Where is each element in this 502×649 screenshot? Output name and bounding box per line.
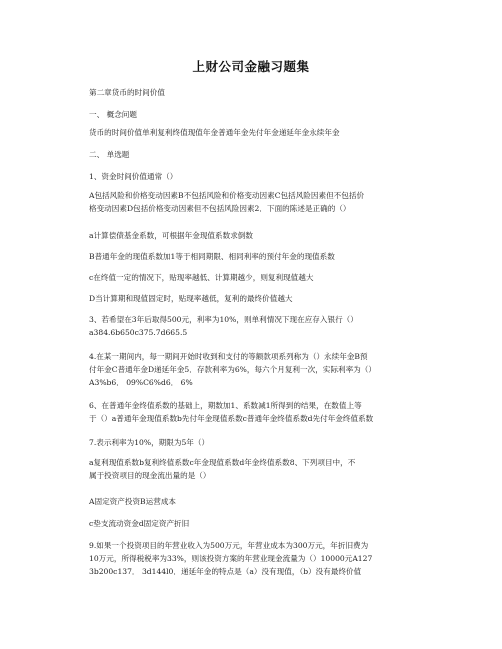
question-7-options	[89, 456, 417, 482]
question-8-options-ab: A固定资产投资B运营成本	[89, 497, 177, 506]
question-6	[89, 399, 417, 425]
question-2-option-c: c在终值一定的情况下，贴现率越低、计算期越少，则复利现值越大	[89, 273, 314, 282]
question-9-line-1: 9.如果一个投资项目的年营业收入为500万元，年营业成本为300万元，年折旧费为	[89, 541, 369, 550]
question-9-line-3: 3b200c137． 3d144l0．递延年金的特点是（a）没有现值，（b）没有最终价值	[89, 567, 362, 576]
question-1-options	[89, 189, 417, 215]
concept-list: 货币的时间价值单利复利终值现值年金普通年金先付年金递延年金永续年金	[89, 128, 340, 137]
question-2-option-d: D当计算期和现值固定时，贴现率越低，复利的最终价值越大	[89, 294, 293, 303]
question-1: 1、资金时间价值通常（）	[89, 172, 178, 181]
chapter-heading: 第二章货币的时间价值	[89, 88, 165, 97]
question-1-options-line-1: A包括风险和价格变动因素B不包括风险和价格变动因素C包括风险因素但不包括价	[89, 191, 365, 200]
question-2-option-a: a计算偿债基金系数，可根据年金现值系数求倒数	[89, 231, 253, 240]
section-heading-concepts: 一、 概念问题	[89, 110, 137, 119]
question-3	[89, 313, 417, 339]
question-4-line-1: 4.在某一期间内，每一期间开始时收到和支付的等额款项系列称为（）永续年金B预	[89, 352, 368, 361]
question-7-options-line-2: 属于投资项目的现金流出量的是（）	[89, 471, 211, 480]
question-7: 7.表示利率为10%，期限为5年（）	[89, 438, 210, 447]
section-heading-single-choice: 二、 单选题	[89, 150, 130, 159]
question-6-line-2: 于（）a普通年金现值系数b先付年金现值系数c普通年金终值系数d先付年金终值系数	[89, 414, 374, 423]
question-9-line-2: 10万元，所得税税率为33%，则该投资方案的年营业现金流量为（）10000元A127	[89, 554, 373, 563]
question-4	[89, 350, 417, 389]
document-title: 上财公司金融习题集	[192, 59, 310, 74]
question-7-options-line-1: a复利现值系数b复利终值系数c年金现值系数d年金终值系数8、下列项目中，不	[89, 458, 356, 467]
question-1-options-line-2: 格变动因素D包括价格变动因素但不包括风险因素2．下面的陈述是正确的（）	[89, 204, 351, 213]
question-4-line-2: 付年金C普通年金D递延年金5．存款利率为6%，每六个月复利一次，实际利率为（）	[89, 365, 376, 374]
question-8-options-cd: c垫支流动资金d固定资产折旧	[89, 519, 190, 528]
question-4-line-3: A3%b6． 09%C6%d6． 6%	[89, 378, 193, 387]
question-3-line-2: a384.6b650c375.7d665.5	[89, 328, 188, 337]
question-3-line-1: 3、若希望在3年后取得500元，利率为10%，则单利情况下现在应存入银行（）	[89, 315, 358, 324]
question-6-line-1: 6、在普通年金终值系数的基础上，期数加1、系数减1所得到的结果，在数值上等	[89, 401, 362, 410]
question-9	[89, 539, 417, 578]
question-2-option-b: B普通年金的现值系数加1等于相同期限、相同利率的预付年金的现值系数	[89, 252, 335, 261]
